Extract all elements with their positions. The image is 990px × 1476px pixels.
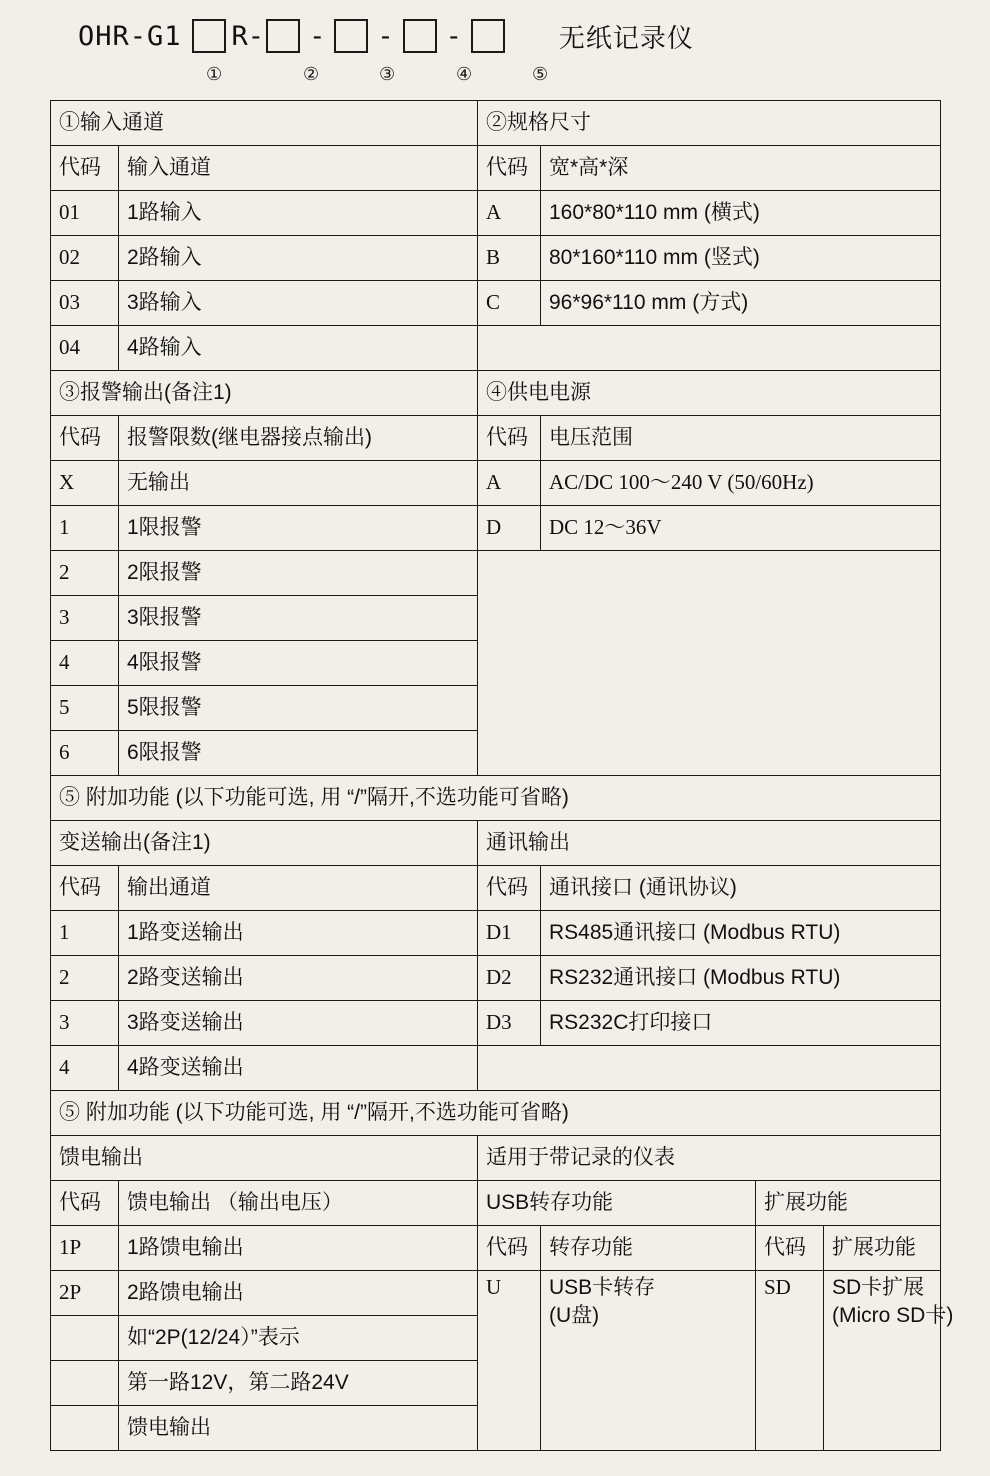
model-dash-2: -	[377, 20, 394, 52]
code-alarm-x: X	[51, 461, 119, 506]
code-comm-d2: D2	[478, 956, 541, 1001]
table-row	[51, 866, 941, 911]
table-row	[51, 146, 941, 191]
desc-input-03: 3路输入	[119, 281, 478, 326]
table-row	[51, 1046, 941, 1091]
desc-size-a: 160*80*110 mm (横式)	[541, 191, 941, 236]
desc-alarm-6: 6限报警	[119, 731, 478, 776]
table-row	[51, 776, 941, 821]
section-title-input-channel: ①输入通道	[51, 101, 478, 146]
table-row	[51, 326, 941, 371]
desc-transmit-1: 1路变送输出	[119, 911, 478, 956]
code-size-b: B	[478, 236, 541, 281]
table-row	[51, 956, 941, 1001]
col-header-desc-power: 电压范围	[541, 416, 941, 461]
table-row	[51, 1181, 941, 1226]
code-transmit-1: 1	[51, 911, 119, 956]
code-expand-sd: SD	[756, 1271, 824, 1451]
desc-comm-d2: RS232通讯接口 (Modbus RTU)	[541, 956, 941, 1001]
table-row	[51, 1271, 941, 1316]
code-alarm-1: 1	[51, 506, 119, 551]
table-row	[51, 1226, 941, 1271]
code-alarm-4: 4	[51, 641, 119, 686]
code-comm-d1: D1	[478, 911, 541, 956]
desc-power-a: AC/DC 100～240 V (50/60Hz)	[541, 461, 941, 506]
subsection-title-comm-output: 通讯输出	[478, 821, 941, 866]
product-name: 无纸记录仪	[558, 22, 694, 53]
col-header-desc-expand: 扩展功能	[824, 1226, 941, 1271]
feed-note-line-1: 如“2P(12/24）”表示	[119, 1316, 478, 1361]
desc-feed-1p: 1路馈电输出	[119, 1226, 478, 1271]
feed-note-line-3: 馈电输出	[119, 1406, 478, 1451]
col-header-desc-feed: 馈电输出 （输出电压）	[119, 1181, 478, 1226]
table-row	[51, 281, 941, 326]
code-transmit-4: 4	[51, 1046, 119, 1091]
table-row	[51, 236, 941, 281]
table-row	[51, 821, 941, 866]
col-header-desc-comm: 通讯接口 (通讯协议)	[541, 866, 941, 911]
subsection-title-feed-output: 馈电输出	[51, 1136, 478, 1181]
code-alarm-3: 3	[51, 596, 119, 641]
section-title-alarm-output: ③报警输出(备注1)	[51, 371, 478, 416]
code-usb-u: U	[478, 1271, 541, 1451]
col-header-code-alarm: 代码	[51, 416, 119, 461]
size-filler	[478, 326, 941, 371]
desc-expand-sd-line2: (Micro SD卡)	[832, 1303, 954, 1327]
col-header-code-expand: 代码	[756, 1226, 824, 1271]
desc-expand-sd-line1: SD卡扩展	[832, 1276, 925, 1299]
model-box-4	[403, 19, 437, 53]
code-transmit-3: 3	[51, 1001, 119, 1046]
col-header-desc-usb: 转存功能	[541, 1226, 756, 1271]
model-box-5	[471, 19, 505, 53]
code-alarm-6: 6	[51, 731, 119, 776]
model-box-1	[192, 19, 226, 53]
desc-usb-u-line2: (U盘)	[549, 1303, 600, 1327]
specification-table	[50, 100, 954, 1451]
code-power-a: A	[478, 461, 541, 506]
power-filler	[478, 551, 941, 776]
table-row	[51, 551, 941, 596]
banner-additional-functions-2: ⑤ 附加功能 (以下功能可选, 用 “/”隔开,不选功能可省略)	[51, 1091, 941, 1136]
feed-note-spacer-3	[51, 1406, 119, 1451]
feed-note-line-2: 第一路12V，第二路24V	[119, 1361, 478, 1406]
desc-expand-sd	[824, 1271, 954, 1451]
table-row	[51, 191, 941, 236]
code-alarm-5: 5	[51, 686, 119, 731]
table-row	[51, 911, 941, 956]
code-transmit-2: 2	[51, 956, 119, 1001]
code-size-a: A	[478, 191, 541, 236]
desc-input-02: 2路输入	[119, 236, 478, 281]
col-header-code-transmit: 代码	[51, 866, 119, 911]
desc-feed-2p: 2路馈电输出	[119, 1271, 478, 1316]
marker-3: ③	[379, 64, 396, 84]
desc-comm-d3: RS232C打印接口	[541, 1001, 941, 1046]
subsection-title-transmit-output: 变送输出(备注1)	[51, 821, 478, 866]
desc-transmit-4: 4路变送输出	[119, 1046, 478, 1091]
table-row	[51, 371, 941, 416]
desc-usb-u-line1: USB卡转存	[549, 1276, 656, 1299]
col-header-desc-size: 宽*高*深	[541, 146, 941, 191]
col-header-code-size: 代码	[478, 146, 541, 191]
banner-additional-functions-1: ⑤ 附加功能 (以下功能可选, 用 “/”隔开,不选功能可省略)	[51, 776, 941, 821]
model-dash-1: -	[309, 20, 326, 52]
model-r-label: R-	[231, 20, 265, 52]
table-row	[51, 506, 941, 551]
col-header-desc-alarm: 报警限数(继电器接点输出)	[119, 416, 478, 461]
desc-power-d: DC 12～36V	[541, 506, 941, 551]
code-input-02: 02	[51, 236, 119, 281]
code-comm-d3: D3	[478, 1001, 541, 1046]
code-feed-1p: 1P	[51, 1226, 119, 1271]
desc-comm-d1: RS485通讯接口 (Modbus RTU)	[541, 911, 941, 956]
model-code-line	[78, 14, 694, 58]
feed-note-spacer-1	[51, 1316, 119, 1361]
subsection-title-recorder-applicable: 适用于带记录的仪表	[478, 1136, 941, 1181]
desc-alarm-3: 3限报警	[119, 596, 478, 641]
marker-5: ⑤	[532, 64, 549, 84]
desc-input-01: 1路输入	[119, 191, 478, 236]
col-header-desc-input: 输入通道	[119, 146, 478, 191]
desc-transmit-2: 2路变送输出	[119, 956, 478, 1001]
col-header-code-feed: 代码	[51, 1181, 119, 1226]
desc-alarm-2: 2限报警	[119, 551, 478, 596]
model-box-3	[334, 19, 368, 53]
section-title-size: ②规格尺寸	[478, 101, 941, 146]
model-prefix: OHR-G1	[78, 20, 182, 52]
col-header-desc-transmit: 输出通道	[119, 866, 478, 911]
desc-usb-u	[541, 1271, 756, 1451]
desc-input-04: 4路输入	[119, 326, 478, 371]
desc-transmit-3: 3路变送输出	[119, 1001, 478, 1046]
subsection-title-usb: USB转存功能	[478, 1181, 756, 1226]
model-dash-3: -	[445, 20, 462, 52]
code-input-01: 01	[51, 191, 119, 236]
code-size-c: C	[478, 281, 541, 326]
marker-2: ②	[303, 64, 320, 84]
model-box-2	[266, 19, 300, 53]
code-input-03: 03	[51, 281, 119, 326]
desc-alarm-5: 5限报警	[119, 686, 478, 731]
col-header-code-comm: 代码	[478, 866, 541, 911]
section-title-power-supply: ④供电电源	[478, 371, 941, 416]
subsection-title-expand: 扩展功能	[756, 1181, 941, 1226]
code-feed-2p: 2P	[51, 1271, 119, 1316]
marker-row	[0, 64, 990, 90]
table-row	[51, 1001, 941, 1046]
table-row	[51, 416, 941, 461]
desc-alarm-4: 4限报警	[119, 641, 478, 686]
col-header-code-power: 代码	[478, 416, 541, 461]
table-row	[51, 101, 941, 146]
desc-alarm-x: 无输出	[119, 461, 478, 506]
marker-1: ①	[206, 64, 223, 84]
table-row	[51, 1136, 941, 1181]
marker-4: ④	[456, 64, 473, 84]
col-header-code-usb: 代码	[478, 1226, 541, 1271]
code-alarm-2: 2	[51, 551, 119, 596]
comm-filler	[478, 1046, 941, 1091]
code-input-04: 04	[51, 326, 119, 371]
desc-alarm-1: 1限报警	[119, 506, 478, 551]
table-row	[51, 461, 941, 506]
desc-size-c: 96*96*110 mm (方式)	[541, 281, 941, 326]
feed-note-spacer-2	[51, 1361, 119, 1406]
col-header-code-input: 代码	[51, 146, 119, 191]
desc-size-b: 80*160*110 mm (竖式)	[541, 236, 941, 281]
table-row	[51, 1091, 941, 1136]
code-power-d: D	[478, 506, 541, 551]
